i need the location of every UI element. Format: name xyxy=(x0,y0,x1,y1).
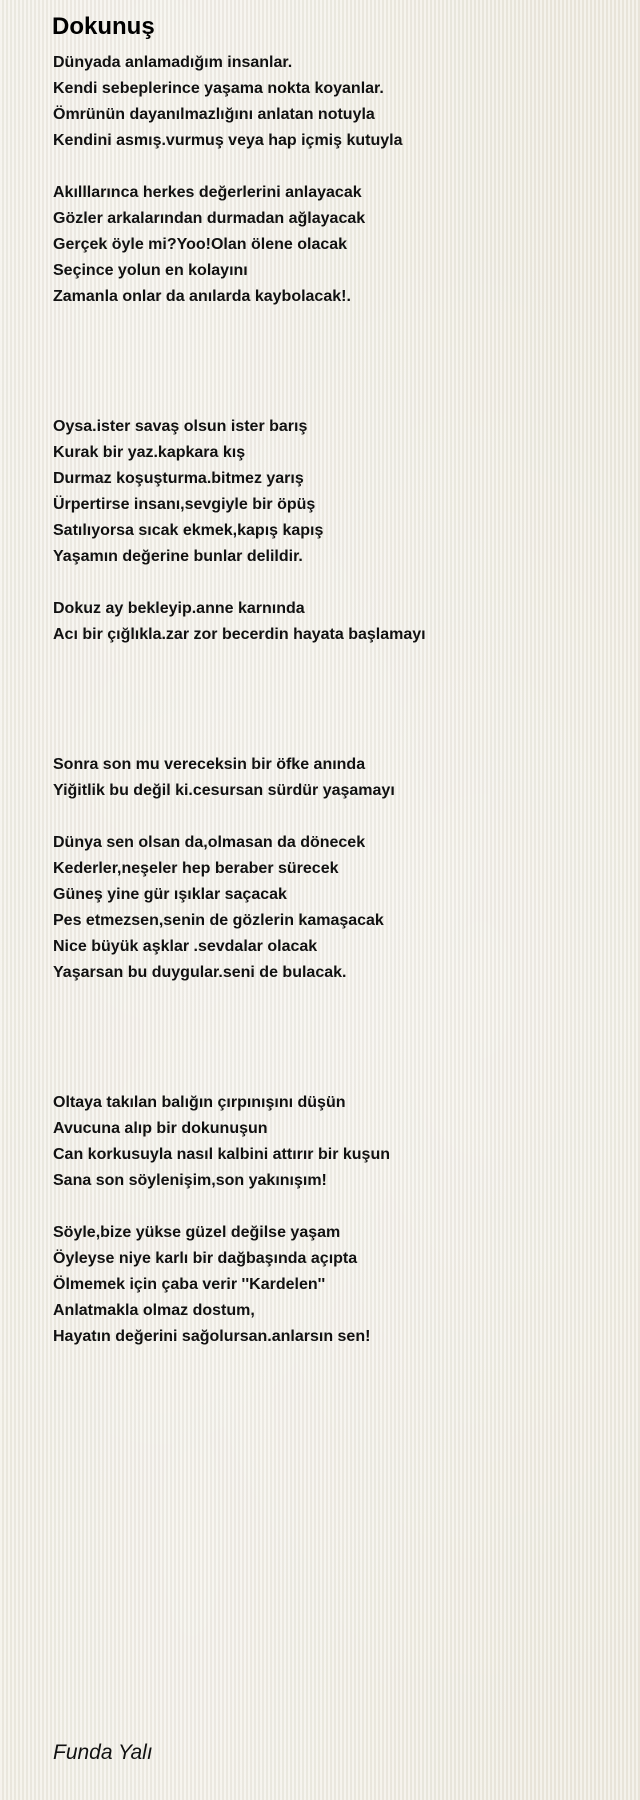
poem-line: Satılıyorsa sıcak ekmek,kapış kapış xyxy=(53,522,324,539)
poem-line: Kendini asmış.vurmuş veya hap içmiş kutuyla xyxy=(53,132,403,149)
poem-line: Can korkusuyla nasıl kalbini attırır bir kuşun xyxy=(53,1146,390,1163)
poem-line: Öyleyse niye karlı bir dağbaşında açıpta xyxy=(53,1250,358,1267)
poem-line: Akılllarınca herkes değerlerini anlayacak xyxy=(53,184,362,201)
poem-line: Yiğitlik bu değil ki.cesursan sürdür yaşamayı xyxy=(53,782,395,799)
author-name: Funda Yalı xyxy=(53,1741,153,1764)
poem-line: Söyle,bize yükse güzel değilse yaşam xyxy=(53,1224,341,1241)
poem-line: Zamanla onlar da anılarda kaybolacak!. xyxy=(53,288,351,305)
poem-line: Dünya sen olsan da,olmasan da dönecek xyxy=(53,834,366,851)
poem-line: Kendi sebeplerince yaşama nokta koyanlar. xyxy=(53,80,384,97)
stanza xyxy=(53,1090,613,1194)
poem-line: Acı bir çığlıkla.zar zor becerdin hayata başlamayı xyxy=(53,626,426,643)
poem-line: Nice büyük aşklar .sevdalar olacak xyxy=(53,938,318,955)
poem-line: Ölmemek için çaba verir ''Kardelen'' xyxy=(53,1276,326,1293)
stanza-spacer xyxy=(53,804,613,830)
poem-line: Sonra son mu vereceksin bir öfke anında xyxy=(53,756,366,773)
stanza-spacer xyxy=(53,570,613,596)
stanza xyxy=(53,414,613,570)
poem-line: Hayatın değerini sağolursan.anlarsın sen! xyxy=(53,1328,371,1345)
poem-body xyxy=(53,50,613,1350)
poem-line: Gözler arkalarından durmadan ağlayacak xyxy=(53,210,366,227)
poem-line: Seçince yolun en kolayını xyxy=(53,262,248,279)
stanza xyxy=(53,830,613,986)
poem-line: Ömrünün dayanılmazlığını anlatan notuyla xyxy=(53,106,375,123)
stanza xyxy=(53,752,613,804)
stanza-spacer xyxy=(53,154,613,180)
poem-line: Durmaz koşuşturma.bitmez yarış xyxy=(53,470,304,487)
poem-line: Anlatmakla olmaz dostum, xyxy=(53,1302,255,1319)
poem-line: Avucuna alıp bir dokunuşun xyxy=(53,1120,268,1137)
stanza xyxy=(53,1220,613,1350)
poem-line: Dokuz ay bekleyip.anne karnında xyxy=(53,600,305,617)
poem-line: Oysa.ister savaş olsun ister barış xyxy=(53,418,308,435)
stanza xyxy=(53,596,613,648)
poem-line: Güneş yine gür ışıklar saçacak xyxy=(53,886,287,903)
poem-line: Sana son söylenişim,son yakınışım! xyxy=(53,1172,327,1189)
poem-line: Kederler,neşeler hep beraber sürecek xyxy=(53,860,339,877)
poem-line: Yaşamın değerine bunlar delildir. xyxy=(53,548,303,565)
poem-line: Gerçek öyle mi?Yoo!Olan ölene olacak xyxy=(53,236,348,253)
poem-line: Kurak bir yaz.kapkara kış xyxy=(53,444,246,461)
poem-line: Oltaya takılan balığın çırpınışını düşün xyxy=(53,1094,346,1111)
poem-line: Pes etmezsen,senin de gözlerin kamaşacak xyxy=(53,912,384,929)
stanza xyxy=(53,50,613,154)
stanza-spacer xyxy=(53,648,613,752)
poem-line: Ürpertirse insanı,sevgiyle bir öpüş xyxy=(53,496,316,513)
poem-line: Yaşarsan bu duygular.seni de bulacak. xyxy=(53,964,347,981)
stanza xyxy=(53,180,613,310)
poem-line: Dünyada anlamadığım insanlar. xyxy=(53,54,293,71)
stanza-spacer xyxy=(53,986,613,1090)
stanza-spacer xyxy=(53,310,613,414)
stanza-spacer xyxy=(53,1194,613,1220)
poem-title: Dokunuş xyxy=(52,13,155,40)
